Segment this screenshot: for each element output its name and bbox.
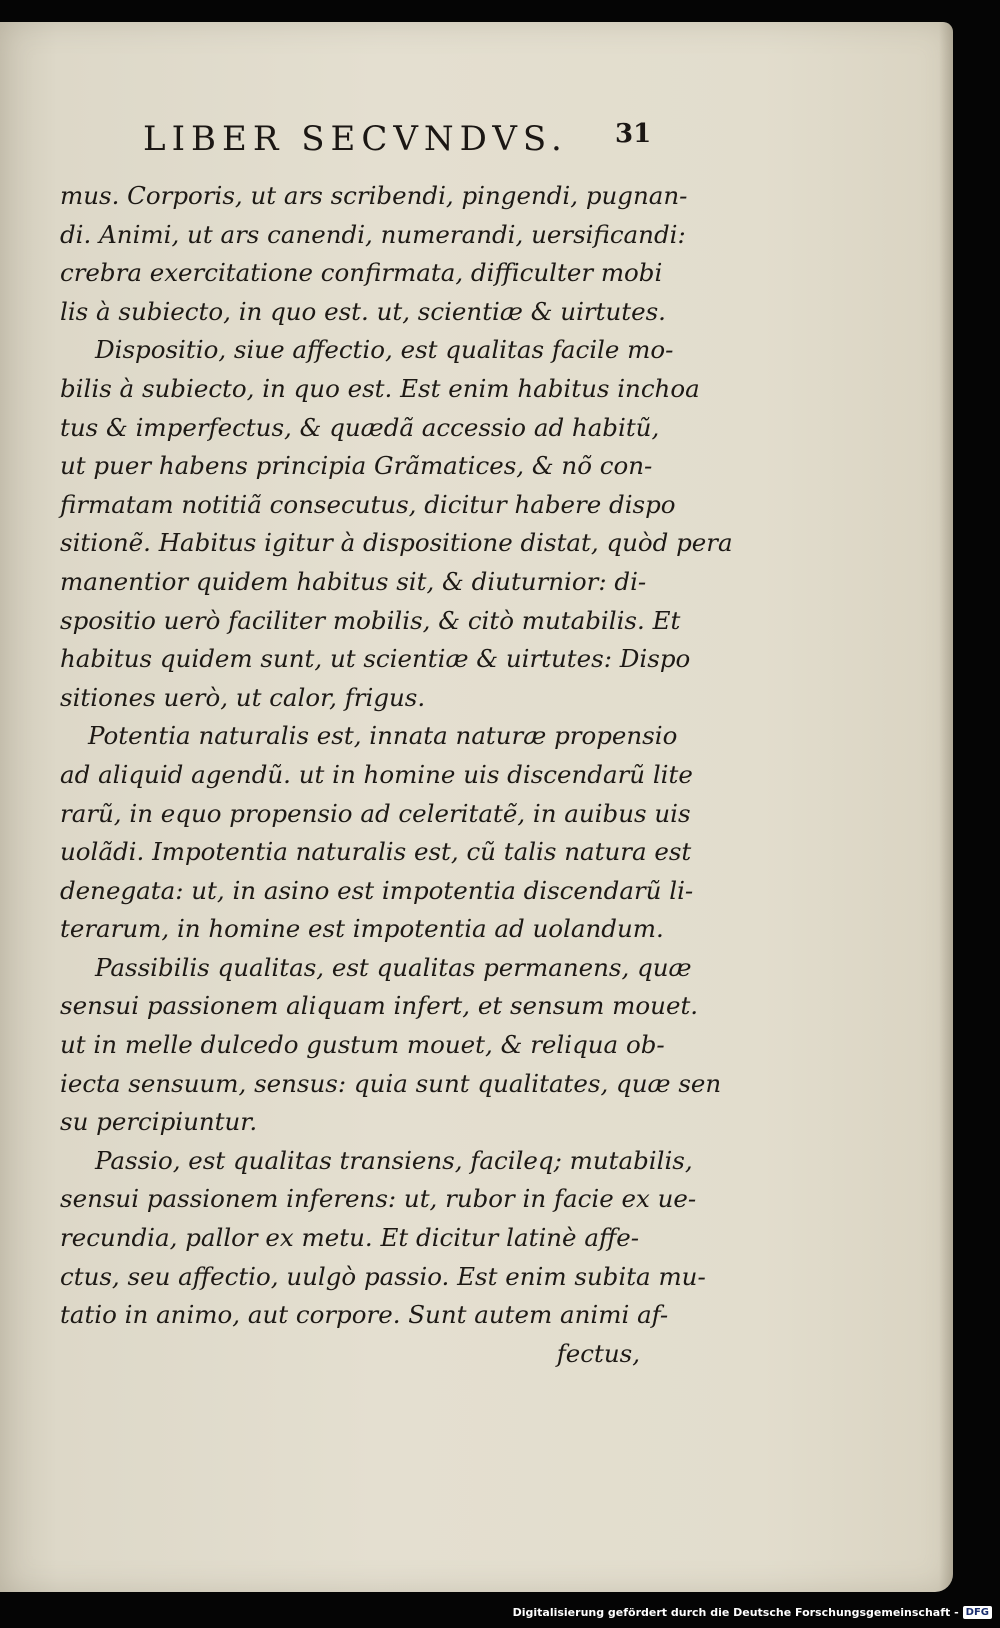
- text-line: manentior quidem habitus sit, & diuturnior: di-: [60, 566, 647, 596]
- text-line: spositio uerò faciliter mobilis, & citò mutabilis. Et: [60, 605, 681, 635]
- text-line: tus & imperfectus, & quædã accessio ad habitũ,: [60, 412, 660, 442]
- text-line: rarũ, in equo propensio ad celeritatẽ, in auibus uis: [60, 798, 691, 828]
- page-number: 31: [615, 119, 652, 149]
- running-title: LIBER SECVNDVS.: [143, 119, 568, 159]
- paragraph-start-line: Passibilis qualitas, est qualitas permanens, quæ: [95, 952, 692, 982]
- paragraph-start-line: Passio, est qualitas transiens, facileq; mutabilis,: [95, 1145, 693, 1175]
- catchword: fectus,: [556, 1338, 640, 1368]
- text-line: ctus, seu affectio, uulgò passio. Est enim subita mu-: [60, 1261, 706, 1291]
- text-line: ad aliquid agendũ. ut in homine uis discendarũ lite: [60, 759, 693, 789]
- text-line: bilis à subiecto, in quo est. Est enim habitus inchoa: [60, 373, 700, 403]
- text-line: denegata: ut, in asino est impotentia discendarũ li-: [60, 875, 694, 905]
- text-line: mus. Corporis, ut ars scribendi, pingendi, pugnan-: [60, 181, 688, 210]
- text-line: uolãdi. Impotentia naturalis est, cũ talis natura est: [60, 837, 692, 867]
- paragraph-start-line: Dispositio, siue affectio, est qualitas facile mo-: [95, 335, 674, 365]
- text-line: di. Animi, ut ars canendi, numerandi, uersificandi:: [60, 219, 686, 249]
- digitization-credit: [513, 1602, 992, 1622]
- text-line: firmatam notitiã consecutus, dicitur habere dispo: [60, 489, 676, 519]
- text-line: recundia, pallor ex metu. Et dicitur latinè affe-: [60, 1223, 640, 1253]
- text-line: sitionẽ. Habitus igitur à dispositione distat, quòd pera: [60, 528, 733, 558]
- dfg-logo: DFG: [963, 1606, 992, 1619]
- text-line: su percipiuntur.: [60, 1107, 258, 1137]
- text-line: iecta sensuum, sensus: quia sunt qualitates, quæ sen: [60, 1068, 722, 1098]
- running-head: [125, 119, 665, 163]
- text-line: tatio in animo, aut corpore. Sunt autem animi af-: [60, 1300, 669, 1330]
- text-line: terarum, in homine est impotentia ad uolandum.: [60, 914, 664, 944]
- text-line: ut in melle dulcedo gustum mouet, & reliqua ob-: [60, 1030, 665, 1060]
- text-line: lis à subiecto, in quo est. ut, scientiæ & uirtutes.: [60, 296, 666, 326]
- credit-text: Digitalisierung gefördert durch die Deutsche Forschungsgemeinschaft -: [512, 1605, 959, 1619]
- paragraph-start-line: Potentia naturalis est, innata naturæ propensio: [88, 721, 678, 751]
- text-line: sitiones uerò, ut calor, frigus.: [60, 682, 426, 712]
- book-page: [0, 22, 953, 1592]
- text-line: crebra exercitatione confirmata, difficulter mobi: [60, 258, 663, 288]
- text-line: ut puer habens principia Grãmatices, & nõ con-: [60, 451, 653, 481]
- text-line: sensui passionem inferens: ut, rubor in facie ex ue-: [60, 1184, 697, 1214]
- text-line: habitus quidem sunt, ut scientiæ & uirtutes: Dispo: [60, 644, 691, 674]
- text-line: sensui passionem aliquam infert, et sensum mouet.: [60, 991, 699, 1021]
- body-text: [60, 177, 733, 1373]
